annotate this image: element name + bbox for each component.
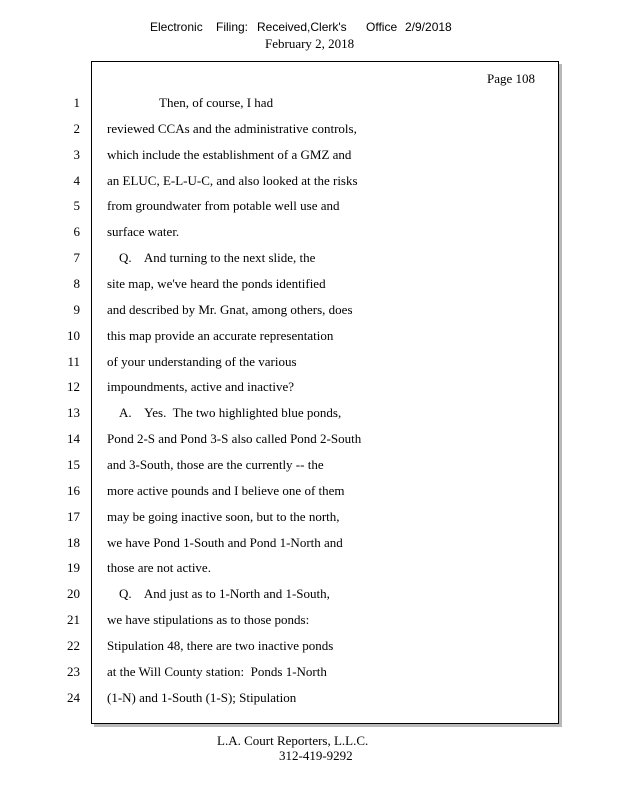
line-number: 23 (67, 663, 80, 679)
line-text: from groundwater from potable well use and (107, 198, 340, 214)
line-text: which include the establishment of a GMZ and (107, 146, 352, 162)
line-text: surface water. (107, 224, 180, 240)
line-number: 14 (67, 431, 80, 447)
transcript-line (0, 638, 618, 656)
line-text: Q. And just as to 1-North and 1-South, (119, 586, 330, 602)
line-number: 19 (67, 560, 80, 576)
transcript-line (0, 173, 618, 191)
line-text: we have Pond 1-South and Pond 1-North and (107, 534, 343, 550)
transcript-line (0, 586, 618, 604)
filed-date: February 2, 2018 (265, 36, 355, 51)
line-number: 12 (67, 379, 80, 395)
transcript-line (0, 509, 618, 527)
filing-stamp-received: Received,Clerk's (257, 20, 347, 34)
line-text: we have stipulations as to those ponds: (107, 612, 310, 627)
filing-stamp-electronic: Electronic (150, 20, 203, 34)
transcript-line (0, 224, 618, 242)
transcript-line (0, 147, 618, 165)
footer-phone: 312-419-9292 (279, 748, 353, 763)
transcript-line (0, 405, 618, 423)
footer-company: L.A. Court Reporters, L.L.C. (217, 733, 369, 748)
transcript-line (0, 95, 618, 113)
line-number: 6 (73, 224, 80, 240)
line-number: 1 (73, 95, 80, 110)
line-number: 8 (73, 276, 80, 291)
line-number: 22 (67, 637, 80, 653)
line-text: impoundments, active and inactive? (107, 379, 294, 395)
line-text: Q. And turning to the next slide, the (119, 250, 316, 266)
line-number: 18 (67, 534, 80, 550)
line-text: of your understanding of the various (107, 353, 297, 369)
line-text: and 3-South, those are the currently -- the (107, 456, 324, 472)
transcript-line (0, 431, 618, 449)
transcript-line (0, 276, 618, 294)
transcript-line (0, 328, 618, 346)
transcript-line (0, 379, 618, 397)
line-text: and described by Mr. Gnat, among others, does (107, 301, 353, 317)
line-text: Stipulation 48, there are two inactive ponds (107, 637, 334, 653)
filing-stamp-office: Office (366, 20, 398, 34)
filing-stamp-date: 2/9/2018 (405, 20, 452, 34)
filing-stamp-header (0, 20, 618, 36)
transcript-line (0, 121, 618, 139)
line-number: 17 (67, 508, 80, 524)
line-number: 11 (67, 353, 80, 369)
line-number: 24 (67, 689, 80, 705)
transcript-line (0, 535, 618, 553)
line-text: at the Will County station: Ponds 1-North (107, 663, 327, 679)
line-number: 3 (73, 146, 80, 162)
line-text: site map, we've heard the ponds identified (107, 276, 326, 291)
line-text: Pond 2-S and Pond 3-S also called Pond 2-South (107, 431, 362, 447)
line-text: those are not active. (107, 560, 211, 576)
transcript-line (0, 457, 618, 475)
line-number: 10 (67, 327, 80, 343)
line-text: more active pounds and I believe one of them (107, 482, 345, 498)
transcript-line (0, 690, 618, 708)
line-text: may be going inactive soon, but to the north, (107, 508, 340, 524)
transcript-line (0, 302, 618, 320)
line-text: this map provide an accurate representation (107, 327, 334, 343)
filing-stamp-filing: Filing: (216, 20, 249, 34)
line-text: (1-N) and 1-South (1-S); Stipulation (107, 689, 297, 705)
transcript-line (0, 198, 618, 216)
line-number: 9 (73, 301, 80, 317)
line-number: 2 (73, 120, 80, 136)
line-number: 13 (67, 405, 80, 421)
line-text: A. Yes. The two highlighted blue ponds, (119, 405, 342, 421)
page-number: Page 108 (487, 71, 536, 86)
transcript-line (0, 612, 618, 630)
transcript-line (0, 250, 618, 268)
line-number: 4 (73, 172, 80, 188)
transcript-line (0, 560, 618, 578)
line-number: 7 (73, 250, 80, 266)
transcript-line (0, 664, 618, 682)
line-number: 5 (73, 198, 80, 214)
line-number: 20 (67, 586, 80, 602)
line-text: Then, of course, I had (159, 95, 274, 110)
line-text: reviewed CCAs and the administrative controls, (107, 120, 357, 136)
transcript-line (0, 354, 618, 372)
line-number: 16 (67, 482, 80, 498)
line-text: an ELUC, E-L-U-C, and also looked at the risks (107, 172, 358, 188)
line-number: 21 (67, 612, 80, 627)
line-number: 15 (67, 456, 80, 472)
transcript-line (0, 483, 618, 501)
